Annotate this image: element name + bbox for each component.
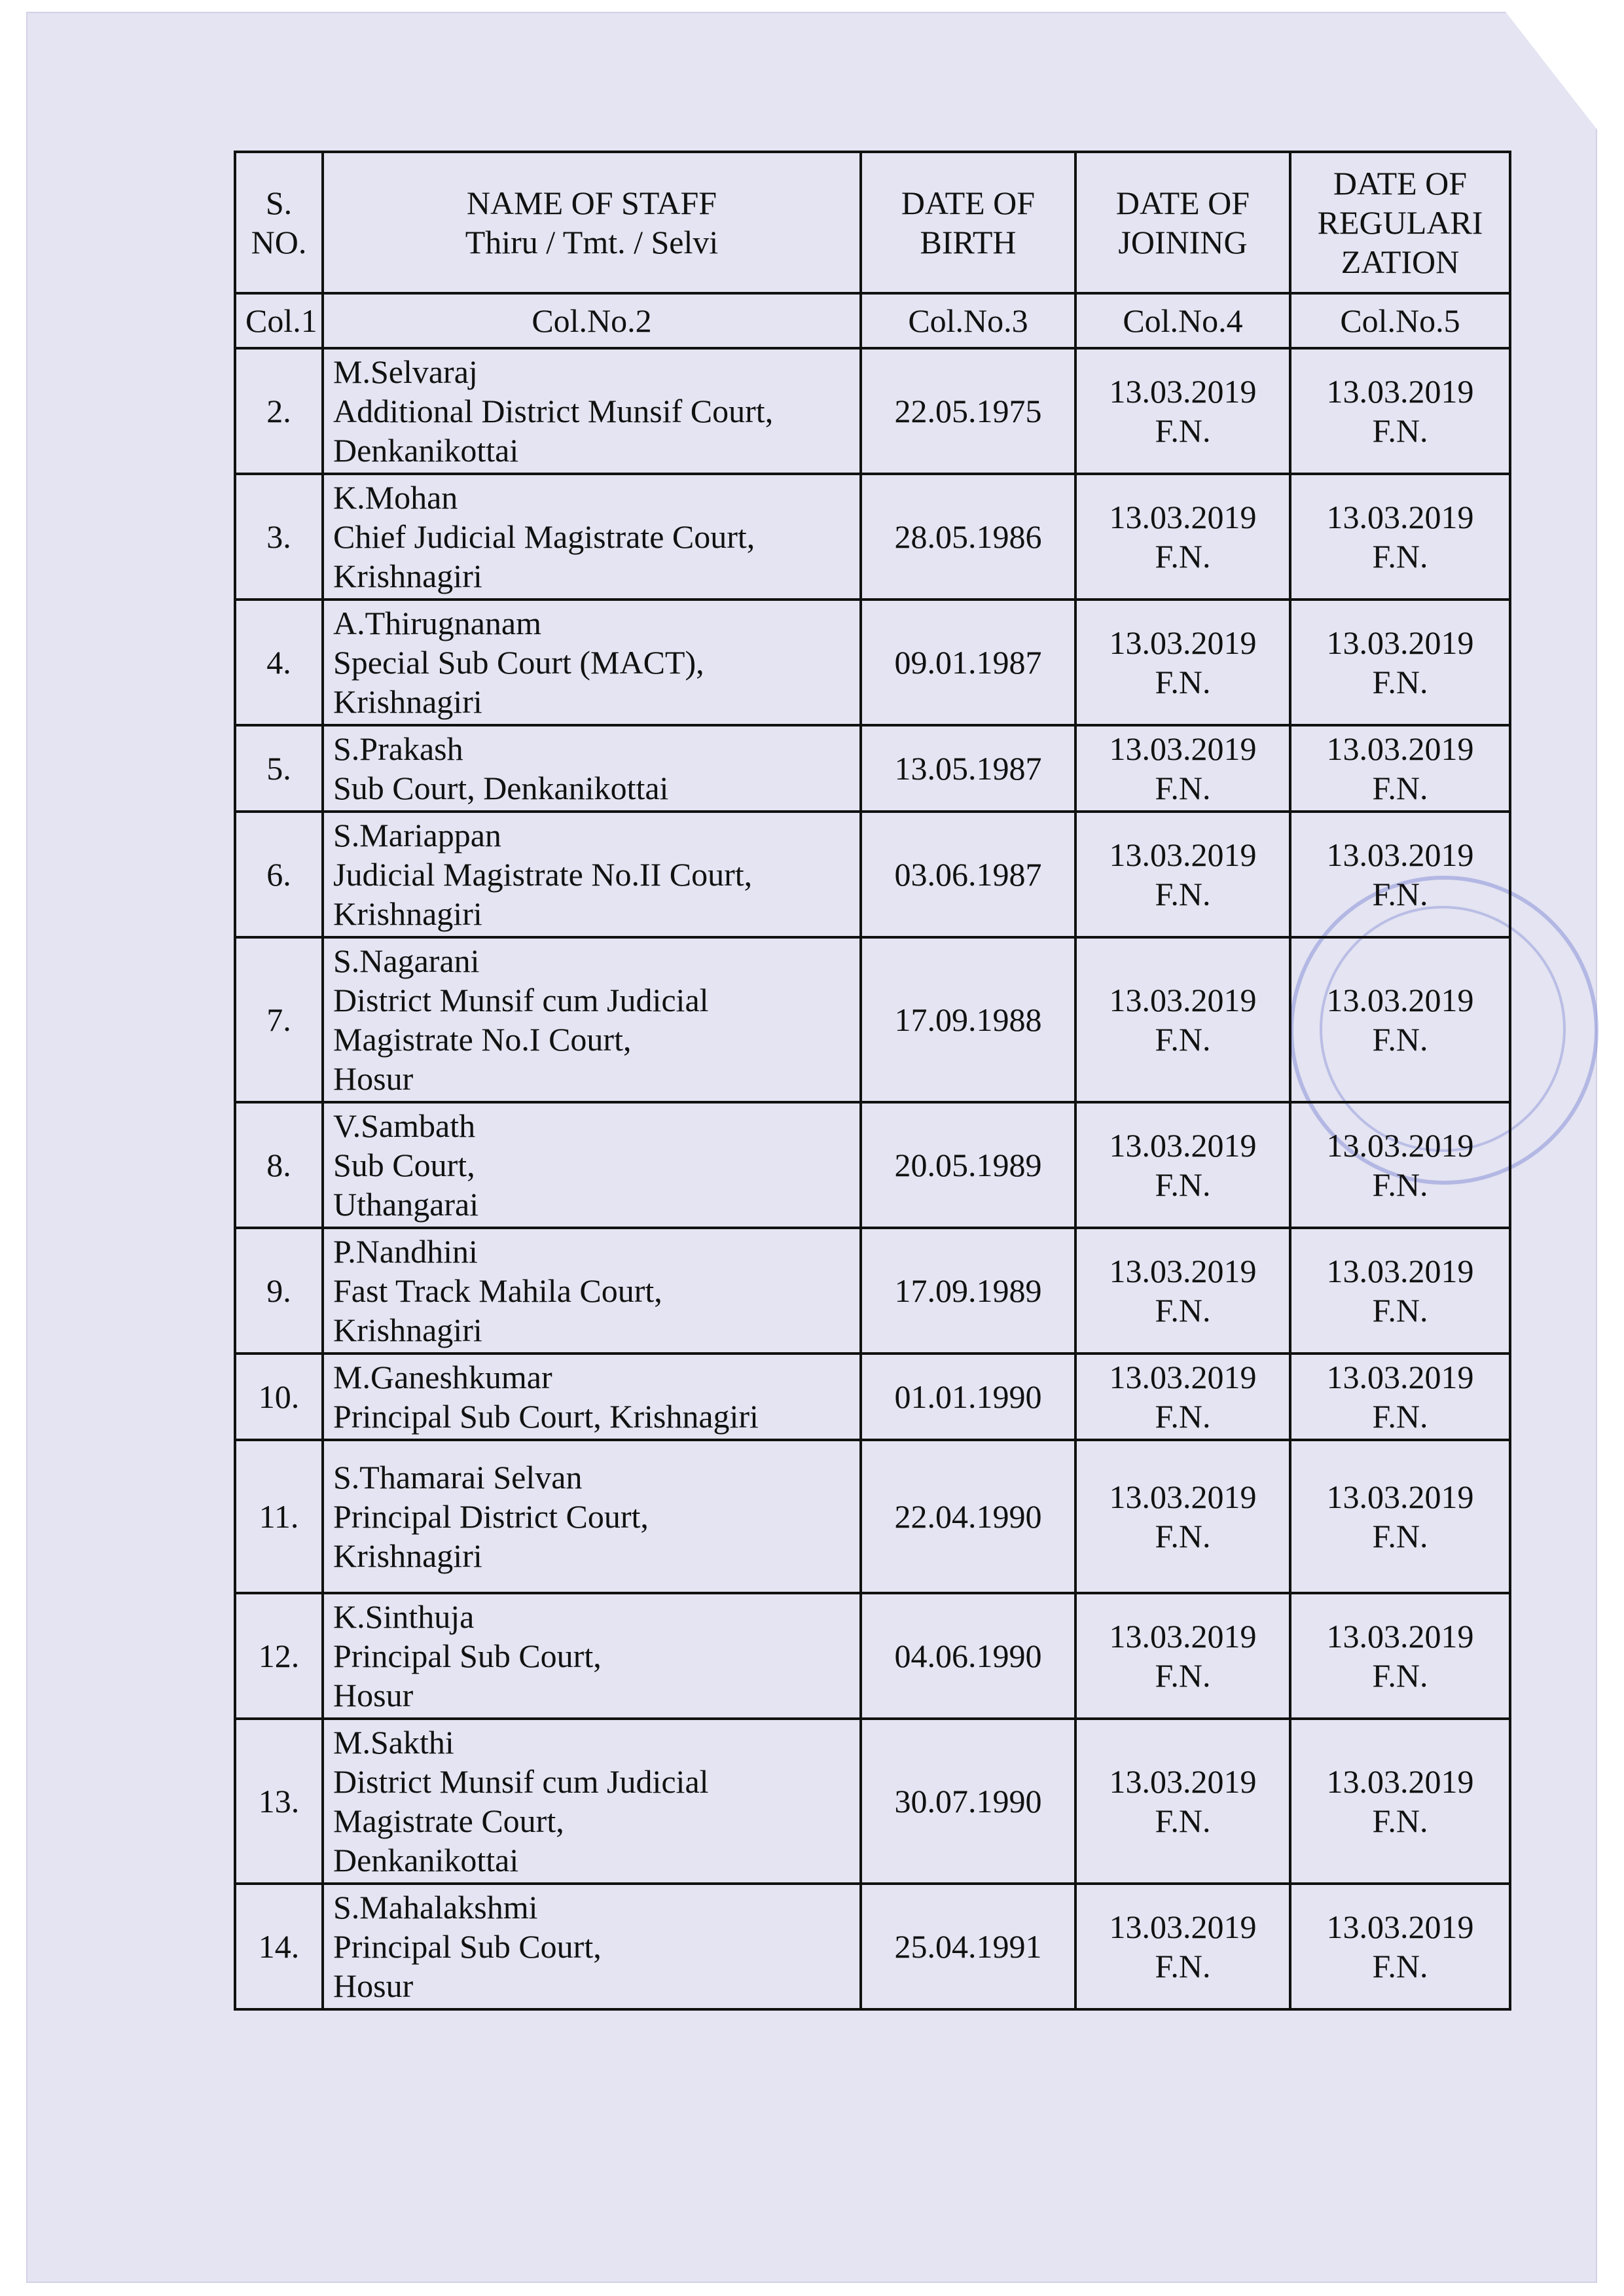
row-staff-name-and-court xyxy=(323,1719,861,1884)
court-line: Krishnagiri xyxy=(333,1537,482,1574)
staff-name: K.Mohan xyxy=(333,479,458,516)
date-value: 13.03.2019 xyxy=(1109,730,1257,767)
date-value: 13.03.2019 xyxy=(1326,499,1474,535)
session-label: F.N. xyxy=(1372,1657,1428,1694)
staff-name: M.Selvaraj xyxy=(333,353,478,390)
session-label: F.N. xyxy=(1155,1657,1211,1694)
row-date-of-regularization xyxy=(1290,1884,1510,2009)
staff-name: K.Sinthuja xyxy=(333,1598,475,1635)
header-dor xyxy=(1290,152,1510,293)
session-label: F.N. xyxy=(1372,1021,1428,1058)
row-date-of-joining xyxy=(1075,474,1290,600)
session-label: F.N. xyxy=(1155,1292,1211,1329)
row-date-of-birth: 30.07.1990 xyxy=(861,1719,1075,1884)
table-row xyxy=(235,1440,1510,1593)
row-date-of-regularization xyxy=(1290,1440,1510,1593)
header-sno-line: S. xyxy=(265,185,293,221)
table-row xyxy=(235,1884,1510,2009)
table-row xyxy=(235,348,1510,474)
court-line: Krishnagiri xyxy=(333,895,482,932)
header-name-line: NAME OF STAFF xyxy=(466,185,717,221)
court-line: Sub Court, Denkanikottai xyxy=(333,770,669,806)
session-label: F.N. xyxy=(1155,1803,1211,1839)
row-date-of-regularization xyxy=(1290,812,1510,937)
row-date-of-birth: 17.09.1989 xyxy=(861,1228,1075,1354)
row-sno: 6. xyxy=(235,812,323,937)
row-sno: 12. xyxy=(235,1593,323,1719)
header-doj-line: JOINING xyxy=(1118,224,1248,260)
row-date-of-joining xyxy=(1075,1102,1290,1228)
row-sno: 13. xyxy=(235,1719,323,1884)
row-staff-name-and-court xyxy=(323,1228,861,1354)
date-value: 13.03.2019 xyxy=(1326,1618,1474,1655)
session-label: F.N. xyxy=(1155,770,1211,806)
row-date-of-joining xyxy=(1075,1719,1290,1884)
row-sno: 3. xyxy=(235,474,323,600)
session-label: F.N. xyxy=(1155,876,1211,912)
row-sno: 9. xyxy=(235,1228,323,1354)
court-line: Uthangarai xyxy=(333,1186,479,1223)
row-date-of-birth: 01.01.1990 xyxy=(861,1354,1075,1440)
header-dor-line: REGULARI xyxy=(1317,204,1483,241)
row-date-of-birth: 28.05.1986 xyxy=(861,474,1075,600)
court-line: Krishnagiri xyxy=(333,683,482,720)
staff-name: A.Thirugnanam xyxy=(333,605,541,641)
staff-name: S.Nagarani xyxy=(333,942,480,979)
date-value: 13.03.2019 xyxy=(1109,1909,1257,1945)
row-date-of-joining xyxy=(1075,600,1290,725)
session-label: F.N. xyxy=(1155,1518,1211,1554)
date-value: 13.03.2019 xyxy=(1109,624,1257,661)
row-date-of-birth: 25.04.1991 xyxy=(861,1884,1075,2009)
row-date-of-regularization xyxy=(1290,1354,1510,1440)
table-row xyxy=(235,812,1510,937)
row-staff-name-and-court xyxy=(323,1102,861,1228)
header-dob xyxy=(861,152,1075,293)
row-sno: 7. xyxy=(235,937,323,1102)
staff-name: S.Mahalakshmi xyxy=(333,1889,538,1926)
row-sno: 4. xyxy=(235,600,323,725)
row-staff-name-and-court xyxy=(323,600,861,725)
row-staff-name-and-court xyxy=(323,1440,861,1593)
header-dor-line: DATE OF xyxy=(1333,165,1468,202)
date-value: 13.03.2019 xyxy=(1326,1909,1474,1945)
folded-corner xyxy=(1506,12,1597,130)
row-sno: 11. xyxy=(235,1440,323,1593)
court-line: Magistrate Court, xyxy=(333,1803,564,1839)
row-date-of-regularization xyxy=(1290,1228,1510,1354)
staff-name: S.Mariappan xyxy=(333,817,501,853)
staff-name: M.Sakthi xyxy=(333,1724,454,1761)
session-label: F.N. xyxy=(1372,664,1428,700)
session-label: F.N. xyxy=(1372,1948,1428,1984)
staff-regularization-table xyxy=(234,151,1511,2011)
col-label: Col.No.4 xyxy=(1075,293,1290,348)
date-value: 13.03.2019 xyxy=(1109,836,1257,873)
date-value: 13.03.2019 xyxy=(1109,1127,1257,1164)
header-name xyxy=(323,152,861,293)
date-value: 13.03.2019 xyxy=(1109,1359,1257,1395)
court-line: District Munsif cum Judicial xyxy=(333,1763,709,1800)
row-date-of-regularization xyxy=(1290,600,1510,725)
date-value: 13.03.2019 xyxy=(1326,1359,1474,1395)
table-row xyxy=(235,474,1510,600)
header-doj xyxy=(1075,152,1290,293)
court-line: District Munsif cum Judicial xyxy=(333,982,709,1018)
row-date-of-birth: 22.04.1990 xyxy=(861,1440,1075,1593)
row-staff-name-and-court xyxy=(323,474,861,600)
col-label: Col.No.5 xyxy=(1290,293,1510,348)
col-label: Col.No.2 xyxy=(323,293,861,348)
staff-name: P.Nandhini xyxy=(333,1233,478,1270)
row-date-of-birth: 17.09.1988 xyxy=(861,937,1075,1102)
row-date-of-regularization xyxy=(1290,725,1510,812)
session-label: F.N. xyxy=(1372,412,1428,449)
row-date-of-joining xyxy=(1075,1593,1290,1719)
court-line: Principal Sub Court, xyxy=(333,1928,602,1965)
header-sno xyxy=(235,152,323,293)
date-value: 13.03.2019 xyxy=(1109,373,1257,410)
row-date-of-regularization xyxy=(1290,1719,1510,1884)
table-row xyxy=(235,1593,1510,1719)
session-label: F.N. xyxy=(1155,538,1211,575)
date-value: 13.03.2019 xyxy=(1109,499,1257,535)
court-line: Hosur xyxy=(333,1967,414,2004)
header-sno-line: NO. xyxy=(251,224,307,260)
row-date-of-joining xyxy=(1075,1354,1290,1440)
row-date-of-birth: 13.05.1987 xyxy=(861,725,1075,812)
row-staff-name-and-court xyxy=(323,1354,861,1440)
header-dob-line: BIRTH xyxy=(920,224,1017,260)
court-line: Krishnagiri xyxy=(333,1312,482,1348)
court-line: Principal District Court, xyxy=(333,1498,649,1535)
session-label: F.N. xyxy=(1372,1518,1428,1554)
row-date-of-joining xyxy=(1075,1440,1290,1593)
row-date-of-birth: 09.01.1987 xyxy=(861,600,1075,725)
session-label: F.N. xyxy=(1155,1021,1211,1058)
court-line: Chief Judicial Magistrate Court, xyxy=(333,518,755,555)
table-row xyxy=(235,1102,1510,1228)
header-dob-line: DATE OF xyxy=(901,185,1036,221)
date-value: 13.03.2019 xyxy=(1326,982,1474,1018)
session-label: F.N. xyxy=(1372,538,1428,575)
row-date-of-joining xyxy=(1075,1884,1290,2009)
header-doj-line: DATE OF xyxy=(1115,185,1250,221)
row-date-of-birth: 03.06.1987 xyxy=(861,812,1075,937)
court-line: Additional District Munsif Court, xyxy=(333,393,774,429)
row-sno: 5. xyxy=(235,725,323,812)
header-dor-line: ZATION xyxy=(1341,243,1460,280)
date-value: 13.03.2019 xyxy=(1326,624,1474,661)
row-staff-name-and-court xyxy=(323,937,861,1102)
session-label: F.N. xyxy=(1372,770,1428,806)
court-line: Denkanikottai xyxy=(333,432,519,469)
row-date-of-joining xyxy=(1075,1228,1290,1354)
table-row xyxy=(235,1719,1510,1884)
session-label: F.N. xyxy=(1155,1948,1211,1984)
row-date-of-joining xyxy=(1075,348,1290,474)
date-value: 13.03.2019 xyxy=(1326,1127,1474,1164)
date-value: 13.03.2019 xyxy=(1326,730,1474,767)
row-staff-name-and-court xyxy=(323,1884,861,2009)
row-staff-name-and-court xyxy=(323,725,861,812)
row-staff-name-and-court xyxy=(323,1593,861,1719)
row-date-of-regularization xyxy=(1290,1593,1510,1719)
court-line: Principal Sub Court, xyxy=(333,1638,602,1674)
court-line: Magistrate No.I Court, xyxy=(333,1021,632,1058)
date-value: 13.03.2019 xyxy=(1109,1253,1257,1289)
header-row xyxy=(235,152,1510,293)
staff-name: M.Ganeshkumar xyxy=(333,1359,552,1395)
court-line: Sub Court, xyxy=(333,1147,475,1183)
court-line: Principal Sub Court, Krishnagiri xyxy=(333,1398,759,1435)
row-date-of-joining xyxy=(1075,937,1290,1102)
date-value: 13.03.2019 xyxy=(1109,982,1257,1018)
session-label: F.N. xyxy=(1155,412,1211,449)
session-label: F.N. xyxy=(1372,1292,1428,1329)
date-value: 13.03.2019 xyxy=(1326,373,1474,410)
row-date-of-joining xyxy=(1075,812,1290,937)
row-date-of-regularization xyxy=(1290,937,1510,1102)
table-row xyxy=(235,600,1510,725)
session-label: F.N. xyxy=(1372,876,1428,912)
date-value: 13.03.2019 xyxy=(1109,1763,1257,1800)
row-sno: 10. xyxy=(235,1354,323,1440)
column-number-row xyxy=(235,293,1510,348)
row-date-of-regularization xyxy=(1290,348,1510,474)
court-line: Hosur xyxy=(333,1677,414,1713)
col-label: Col.No.3 xyxy=(861,293,1075,348)
date-value: 13.03.2019 xyxy=(1109,1618,1257,1655)
header-name-line: Thiru / Tmt. / Selvi xyxy=(465,224,719,260)
session-label: F.N. xyxy=(1372,1398,1428,1435)
court-line: Fast Track Mahila Court, xyxy=(333,1272,662,1309)
staff-name: S.Thamarai Selvan xyxy=(333,1459,583,1496)
table-row xyxy=(235,1228,1510,1354)
row-staff-name-and-court xyxy=(323,348,861,474)
staff-name: S.Prakash xyxy=(333,730,463,767)
row-date-of-joining xyxy=(1075,725,1290,812)
row-sno: 8. xyxy=(235,1102,323,1228)
date-value: 13.03.2019 xyxy=(1326,1763,1474,1800)
row-staff-name-and-court xyxy=(323,812,861,937)
row-date-of-birth: 04.06.1990 xyxy=(861,1593,1075,1719)
session-label: F.N. xyxy=(1155,1398,1211,1435)
table-row xyxy=(235,937,1510,1102)
table-row xyxy=(235,1354,1510,1440)
row-date-of-birth: 22.05.1975 xyxy=(861,348,1075,474)
court-line: Krishnagiri xyxy=(333,558,482,594)
court-line: Special Sub Court (MACT), xyxy=(333,644,704,681)
row-date-of-regularization xyxy=(1290,474,1510,600)
staff-name: V.Sambath xyxy=(333,1107,476,1144)
date-value: 13.03.2019 xyxy=(1326,1253,1474,1289)
court-line: Denkanikottai xyxy=(333,1842,519,1878)
session-label: F.N. xyxy=(1372,1803,1428,1839)
court-line: Hosur xyxy=(333,1060,414,1097)
date-value: 13.03.2019 xyxy=(1326,1479,1474,1515)
date-value: 13.03.2019 xyxy=(1326,836,1474,873)
session-label: F.N. xyxy=(1372,1166,1428,1203)
row-sno: 14. xyxy=(235,1884,323,2009)
table-row xyxy=(235,725,1510,812)
session-label: F.N. xyxy=(1155,664,1211,700)
row-date-of-birth: 20.05.1989 xyxy=(861,1102,1075,1228)
row-sno: 2. xyxy=(235,348,323,474)
session-label: F.N. xyxy=(1155,1166,1211,1203)
date-value: 13.03.2019 xyxy=(1109,1479,1257,1515)
court-line: Judicial Magistrate No.II Court, xyxy=(333,856,753,893)
row-date-of-regularization xyxy=(1290,1102,1510,1228)
col-label: Col.1 xyxy=(235,293,323,348)
